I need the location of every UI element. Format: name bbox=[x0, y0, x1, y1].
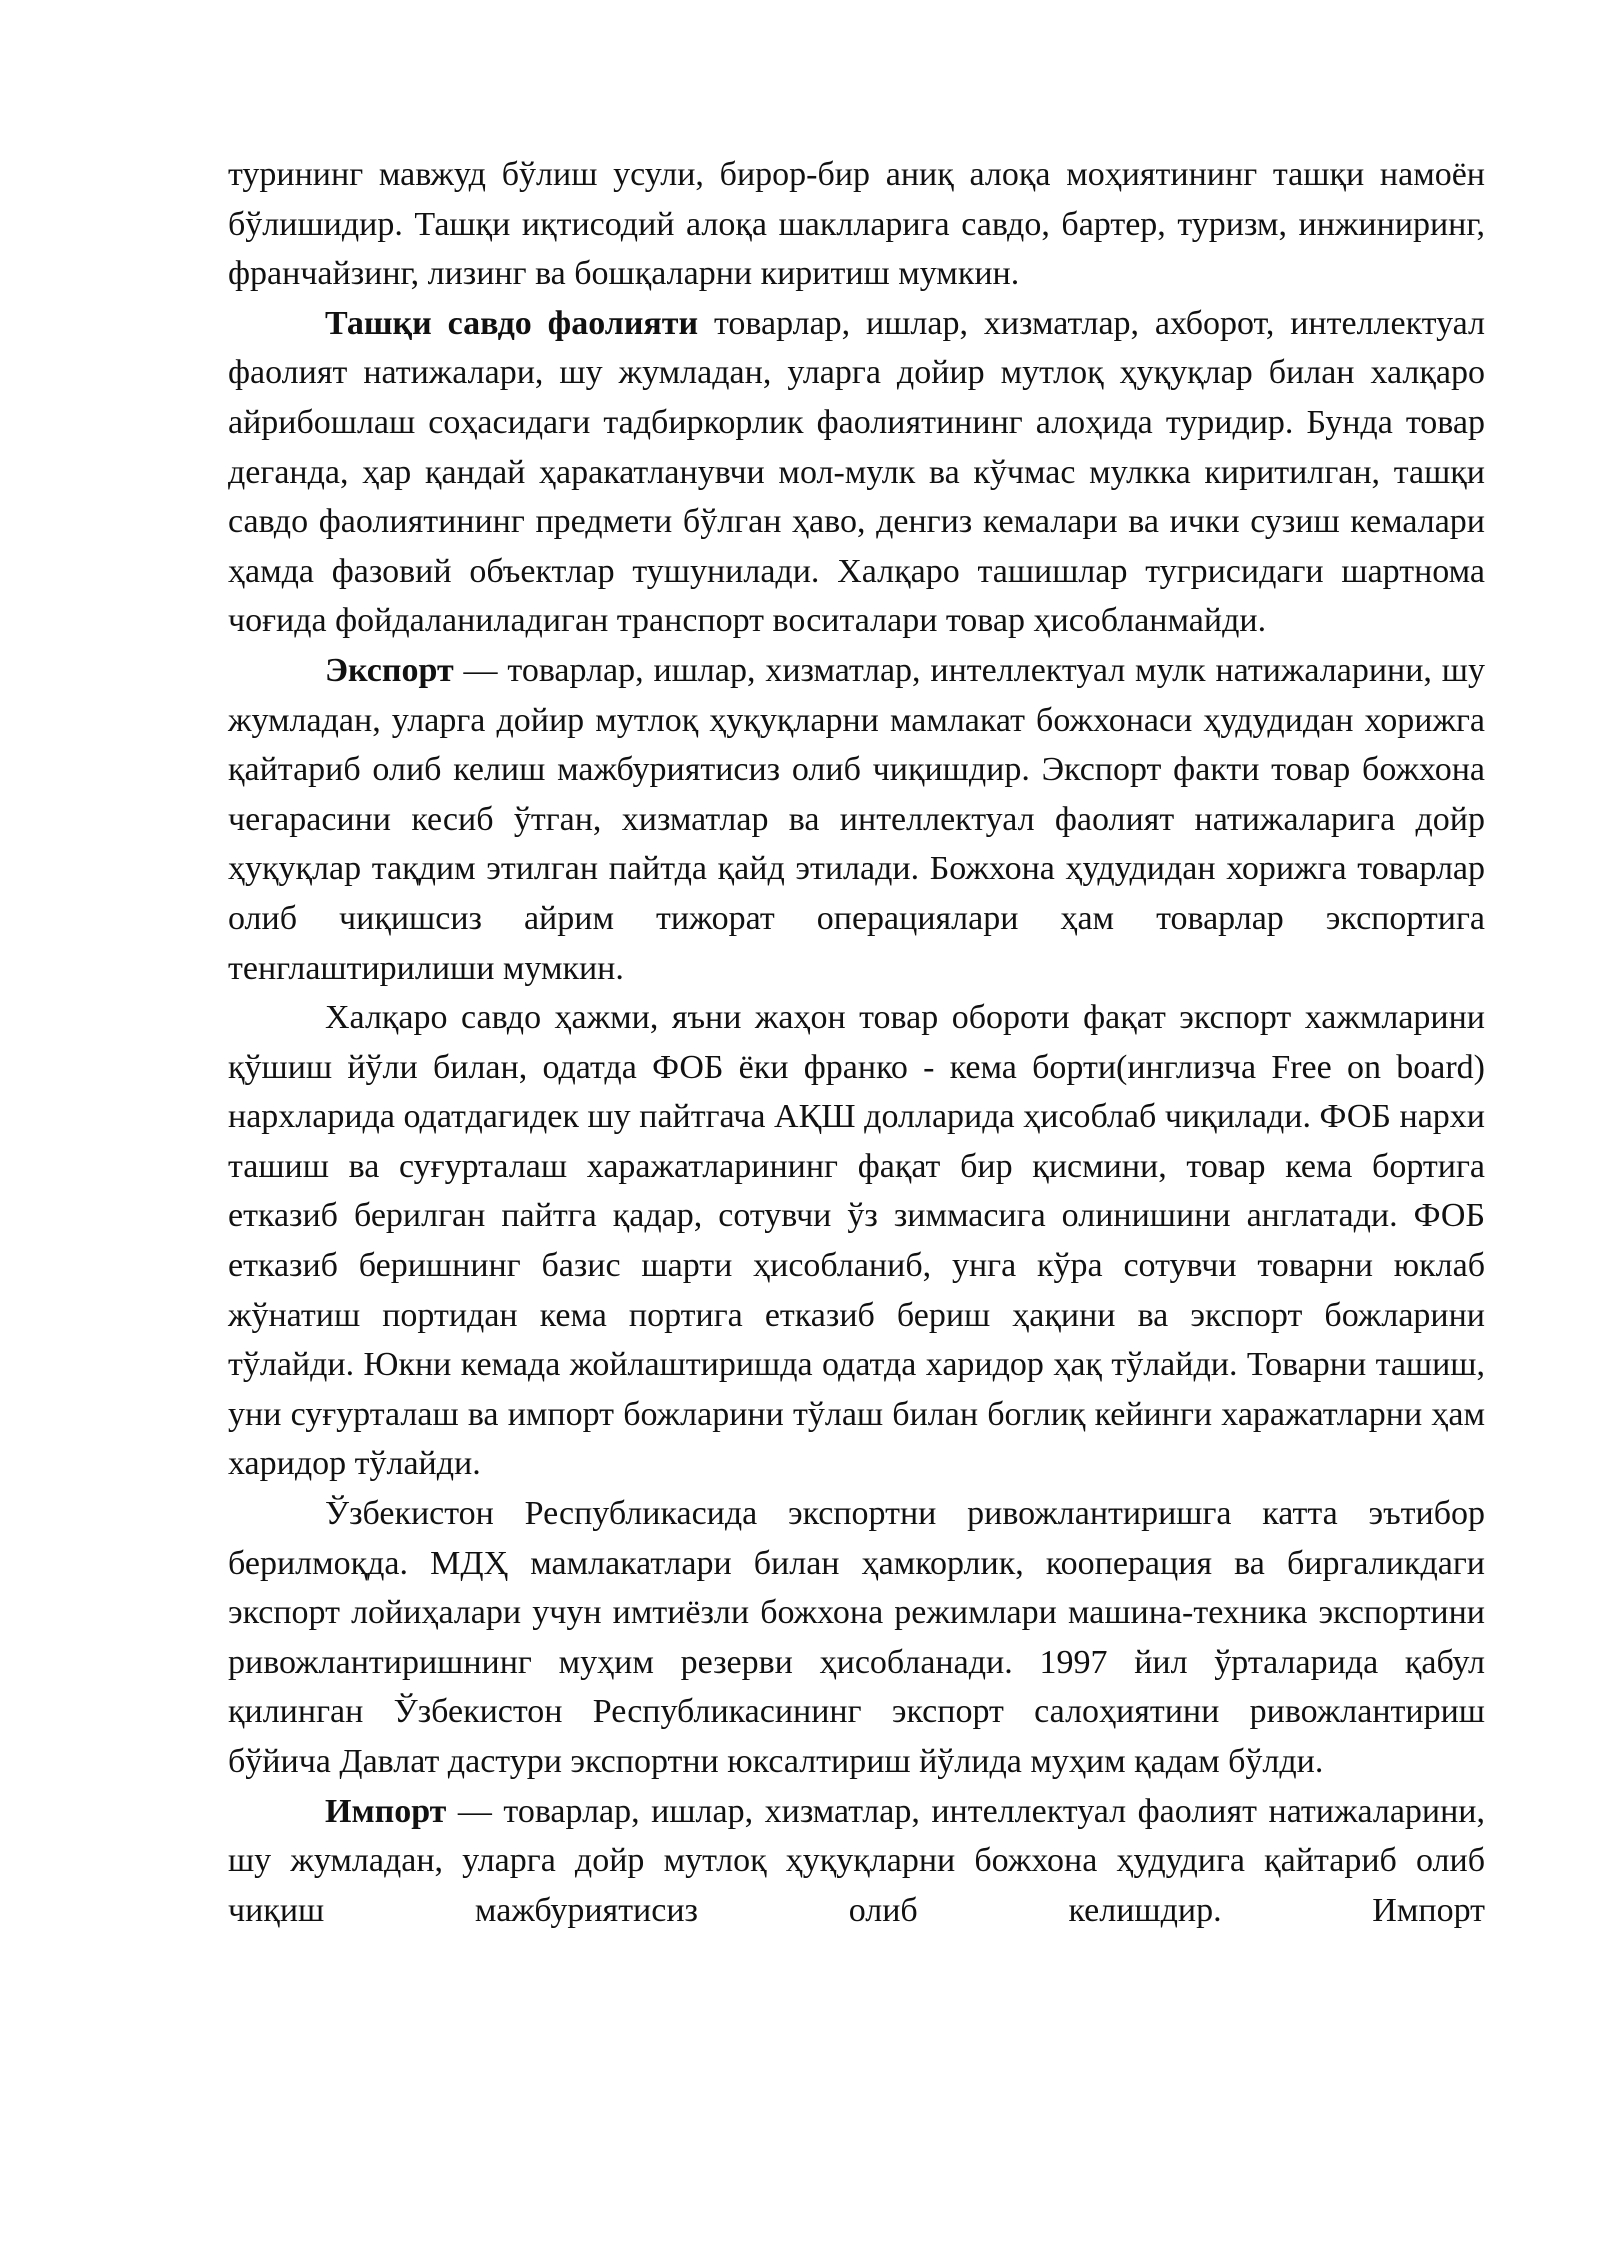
document-page bbox=[228, 150, 1485, 1935]
paragraph-text: Ўзбекистон Республикасида экспортни ривожлантиришга катта эътибор берилмоқда. МДҲ мамлакатлари билан ҳамкорлик, кооперация ва биргаликдаги экспорт лойиҳалари учун имтиёзли божхона режимлари машина-техника экспортини ривожлантиришнинг муҳим резерви ҳисобланади. 1997 йил ўрталарида қабул қилинган Ўзбекистон Республикасининг экспорт салоҳиятини ривожлантириш бўйича Давлат дастури экспортни юксалтириш йўлида муҳим қадам бўлди. bbox=[228, 1495, 1485, 1780]
paragraph-continuation bbox=[228, 150, 1485, 299]
term-export: Экспорт bbox=[325, 651, 454, 689]
paragraph-text: — товарлар, ишлар, хизматлар, интеллектуал мулк натижаларини, шу жумладан, уларга дойир мутлоқ ҳуқуқларни мамлакат божхонаси ҳудудидан хорижга қайтариб олиб келиш мажбуриятисиз олиб чиқишдир. Экспорт факти товар божхона чегарасини кесиб ўтган, хизматлар ва интеллектуал фаолият натижаларига дойр ҳуқуқлар тақдим этилган пайтда қайд этилади. Божхона ҳудудидан хорижга товарлар олиб чиқишсиз айрим тижорат операциялари ҳам товарлар экспортига тенглаштирилиши мумкин. bbox=[228, 651, 1485, 987]
paragraph-uzbekistan-export bbox=[228, 1489, 1485, 1787]
term-import: Импорт bbox=[325, 1792, 447, 1830]
paragraph-export bbox=[228, 646, 1485, 993]
paragraph-trade-volume bbox=[228, 993, 1485, 1489]
paragraph-foreign-trade bbox=[228, 299, 1485, 646]
paragraph-text: — товарлар, ишлар, хизматлар, интеллектуал фаолият натижаларини, шу жумладан, уларга дойр мутлоқ ҳуқуқларни божхона ҳудудига қайтариб олиб чиқиш мажбуриятисиз олиб келишдир. Импорт bbox=[228, 1792, 1485, 1929]
paragraph-import bbox=[228, 1787, 1485, 1936]
paragraph-text: товарлар, ишлар, хизматлар, ахборот, интеллектуал фаолият натижалари, шу жумладан, уларга дойир мутлоқ ҳуқуқлар билан халқаро айрибошлаш соҳасидаги тадбиркорлик фаолиятининг алоҳида туридир. Бунда товар деганда, ҳар қандай ҳаракатланувчи мол-мулк ва кўчмас мулкка киритилган, ташқи савдо фаолиятининг предмети бўлган ҳаво, денгиз кемалари ва ички сузиш кемалари ҳамда фазовий объектлар тушунилади. Халқаро ташишлар тугрисидаги шартнома чоғида фойдаланиладиган транспорт воситалари товар ҳисобланмайди. bbox=[228, 304, 1485, 640]
term-foreign-trade: Ташқи савдо фаолияти bbox=[325, 304, 699, 342]
paragraph-text: турининг мавжуд бўлиш усули, бирор-бир аниқ алоқа моҳиятининг ташқи намоён бўлишидир. Ташқи иқтисодий алоқа шаклларига савдо, бартер, туризм, инжиниринг, франчайзинг, лизинг ва бошқаларни киритиш мумкин. bbox=[228, 156, 1485, 293]
paragraph-text: Халқаро савдо ҳажми, яъни жаҳон товар обороти фақат экспорт хажмларини қўшиш йўли билан, одатда ФОБ ёки франко - кема борти(инглизча Free on board) нархларида одатдагидек шу пайтгача АҚШ долларида ҳисоблаб чиқилади. ФОБ нархи ташиш ва суғурталаш харажатларининг фақат бир қисмини, товар кема бортига етказиб берилган пайтга қадар, сотувчи ўз зиммасига олинишини англатади. ФОБ етказиб беришнинг базис шарти ҳисобланиб, унга кўра сотувчи товарни юклаб жўнатиш портидан кема портига етказиб бериш ҳақини ва экспорт божларини тўлайди. Юкни кемада жойлаштиришда одатда харидор ҳақ тўлайди. Товарни ташиш, уни суғурталаш ва импорт божларини тўлаш билан боглиқ кейинги харажатларни ҳам харидор тўлайди. bbox=[228, 999, 1485, 1483]
